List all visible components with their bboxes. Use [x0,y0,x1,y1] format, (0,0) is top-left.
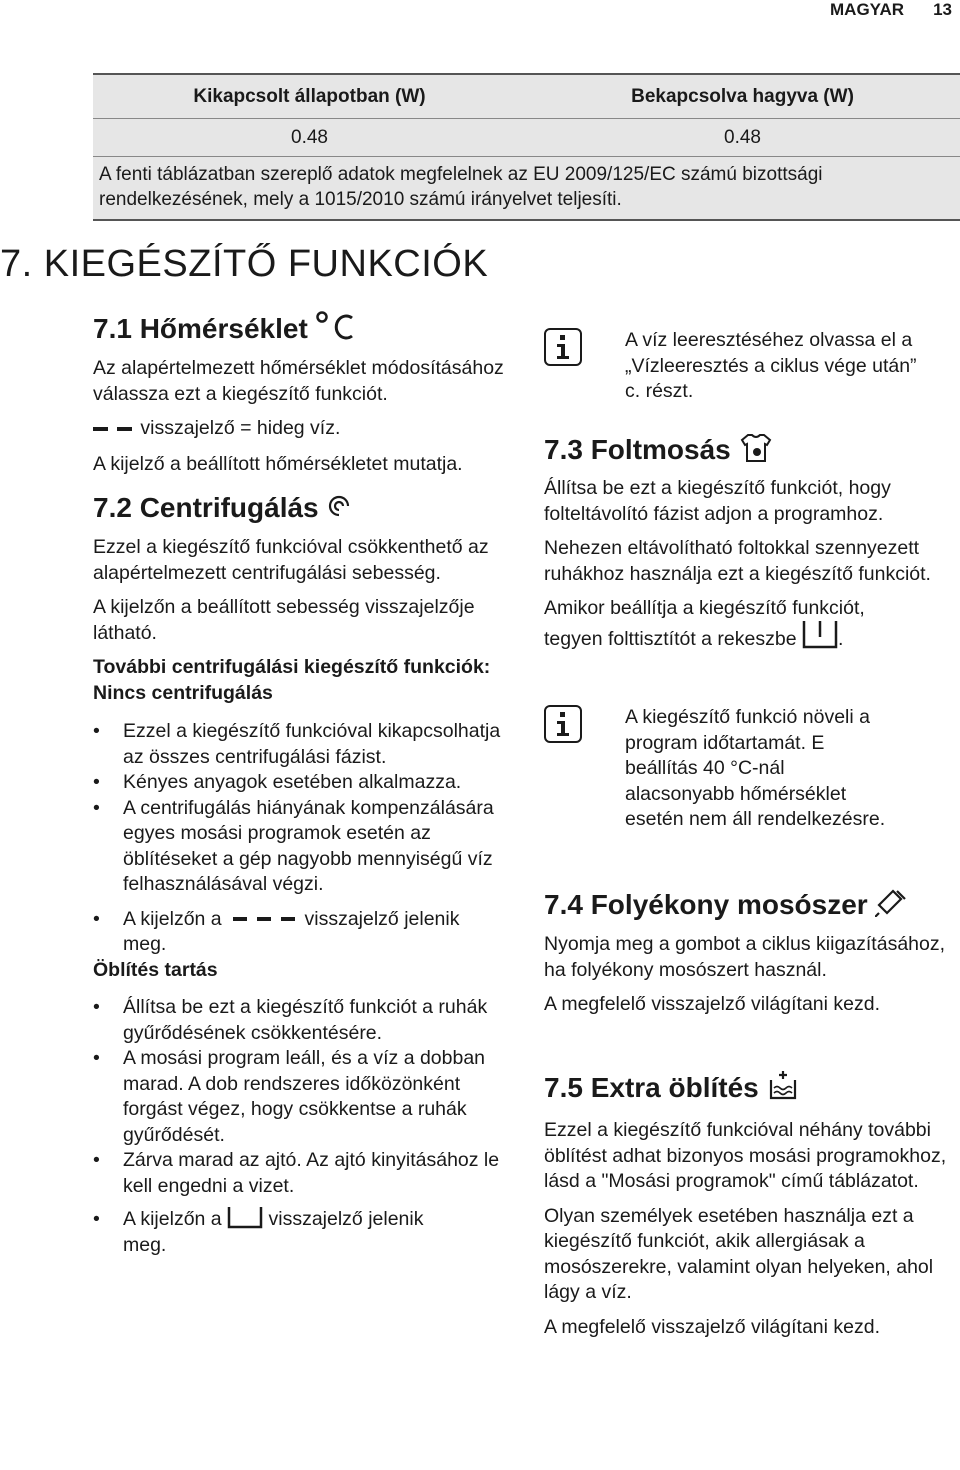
paragraph: Ezzel a kiegészítő funkcióval néhány további öblítést adhat bizonyos mosási programokhoz, lásd a "Mosási programok" című táblázatot. [544,1119,947,1192]
list-item-text: visszajelző jelenik [268,1208,424,1230]
bullet-list [93,719,523,958]
paragraph-text: . [837,627,844,650]
paragraph: Olyan személyek esetében használja ezt a kiegészítő funkciót, akik allergiásak a mosószerekre, valamint olyan helyeken, ahol lágy a víz. [544,1204,934,1303]
list-item: • A mosási program leáll, és a víz a dobban marad. A dob rendszeres időközönként forgást végez, hogy csökkentse a ruhák gyűrődését. [93,1046,523,1148]
table-header-on: Bekapcsolva hagyva (W) [631,86,854,107]
list-item-text: meg. [123,933,167,955]
section-title-text: 7.3 Foltmosás [544,434,731,465]
paragraph-text: visszajelző = hideg víz. [140,417,341,439]
paragraph: Állítsa be ezt a kiegészítő funkciót, hogy folteltávolító fázist adjon a programhoz. [544,477,891,525]
paragraph-text: tegyen folttisztítót a rekeszbe [544,627,797,650]
info-box-1 [544,328,917,402]
table-header-off: Kikapcsolt állapotban (W) [193,86,426,107]
dash-indicator-icon [227,914,299,924]
compartment-icon [802,619,838,649]
rinse-hold-icon [227,1205,263,1229]
paragraph [93,416,523,442]
list-item [93,1207,523,1258]
language-label: MAGYAR [830,0,904,19]
section-title [93,492,523,524]
sub-heading: Öblítés tartás [93,958,218,981]
power-table [93,73,960,221]
liquid-detergent-icon [875,887,911,917]
list-item-text: A kijelzőn a [123,1208,222,1230]
info-box-2 [544,705,886,830]
section-7-3 [544,434,954,652]
sub-heading: További centrifugálási kiegészítő funkciók: [93,656,491,678]
paragraph: Amikor beállítja a kiegészítő funkciót, [544,597,865,619]
stain-icon [739,433,773,463]
chapter-title: 7. KIEGÉSZÍTŐ FUNKCIÓK [0,243,489,285]
section-title [93,313,523,345]
section-7-1 [93,313,523,1258]
sub-heading: Nincs centrifugálás [93,681,273,704]
list-item [93,907,523,958]
info-text: A kiegészítő funkció növeli a program időtartamát. E beállítás 40 °C-nál alacsonyabb hőmérséklet esetén nem áll rendelkezésre. [625,706,886,830]
paragraph: A kijelző a beállított hőmérsékletet mutatja. [93,452,463,475]
info-icon [544,705,582,743]
table-note: A fenti táblázatban szereplő adatok megfelelnek az EU 2009/125/EC számú bizottsági rendelkezésének, mely a 1015/2010 számú irányelvet teljesíti. [93,157,960,221]
dash-indicator-icon [93,424,135,434]
section-title-text: 7.5 Extra öblítés [544,1072,759,1103]
list-item-text: meg. [123,1233,167,1256]
paragraph: A megfelelő visszajelző világítani kezd. [544,993,881,1015]
paragraph: Az alapértelmezett hőmérséklet módosításához válassza ezt a kiegészítő funkciót. [93,357,504,405]
info-text: A víz leeresztéséhez olvassa el a „Vízleeresztés a ciklus vége után” c. részt. [625,329,917,402]
table-cell-off: 0.48 [291,127,328,148]
list-item: • A centrifugálás hiányának kompenzálására egyes mosási programok esetén az öblítéseket a gép nagyobb mennyiségű víz felhasználásával végzi. [93,796,523,898]
list-item-text: A kijelzőn a [123,907,222,930]
temperature-icon [316,309,358,343]
table-cell-on: 0.48 [724,127,761,148]
section-title-text: 7.1 Hőmérséklet [93,313,308,344]
table-row [93,119,960,157]
list-item: • Kényes anyagok esetében alkalmazza. [93,770,523,796]
section-title [544,434,954,466]
info-icon [544,328,582,366]
paragraph: A kijelzőn a beállított sebesség visszajelzője látható. [93,596,475,644]
section-title-text: 7.2 Centrifugálás [93,492,319,523]
paragraph: Nyomja meg a gombot a ciklus kiigazításához, ha folyékony mosószert használ. [544,933,946,981]
section-7-4 [544,889,954,1018]
table-header-row [93,73,960,119]
section-title [544,1072,954,1104]
paragraph: Ezzel a kiegészítő funkcióval csökkenthető az alapértelmezett centrifugálási sebesség. [93,536,489,584]
bullet-list [93,995,523,1258]
list-item: • Állítsa be ezt a kiegészítő funkciót a ruhák gyűrődésének csökkentésére. [93,995,523,1046]
paragraph: A megfelelő visszajelző világítani kezd. [544,1315,881,1338]
section-7-5 [544,1072,954,1340]
paragraph: Nehezen eltávolítható foltokkal szennyezett ruhákhoz használja ezt a kiegészítő funkciót. [544,537,931,585]
list-item: • Ezzel a kiegészítő funkcióval kikapcsolhatja az összes centrifugálási fázist. [93,719,523,770]
spin-icon [326,493,352,519]
paragraph [544,627,954,653]
section-title [544,889,954,921]
list-item: • Zárva marad az ajtó. Az ajtó kinyitásához le kell engedni a vizet. [93,1148,523,1199]
extra-rinse-icon [767,1070,799,1100]
list-item-text: visszajelző jelenik [304,907,460,930]
section-title-text: 7.4 Folyékony mosószer [544,889,868,920]
page-number: 13 [933,0,952,19]
